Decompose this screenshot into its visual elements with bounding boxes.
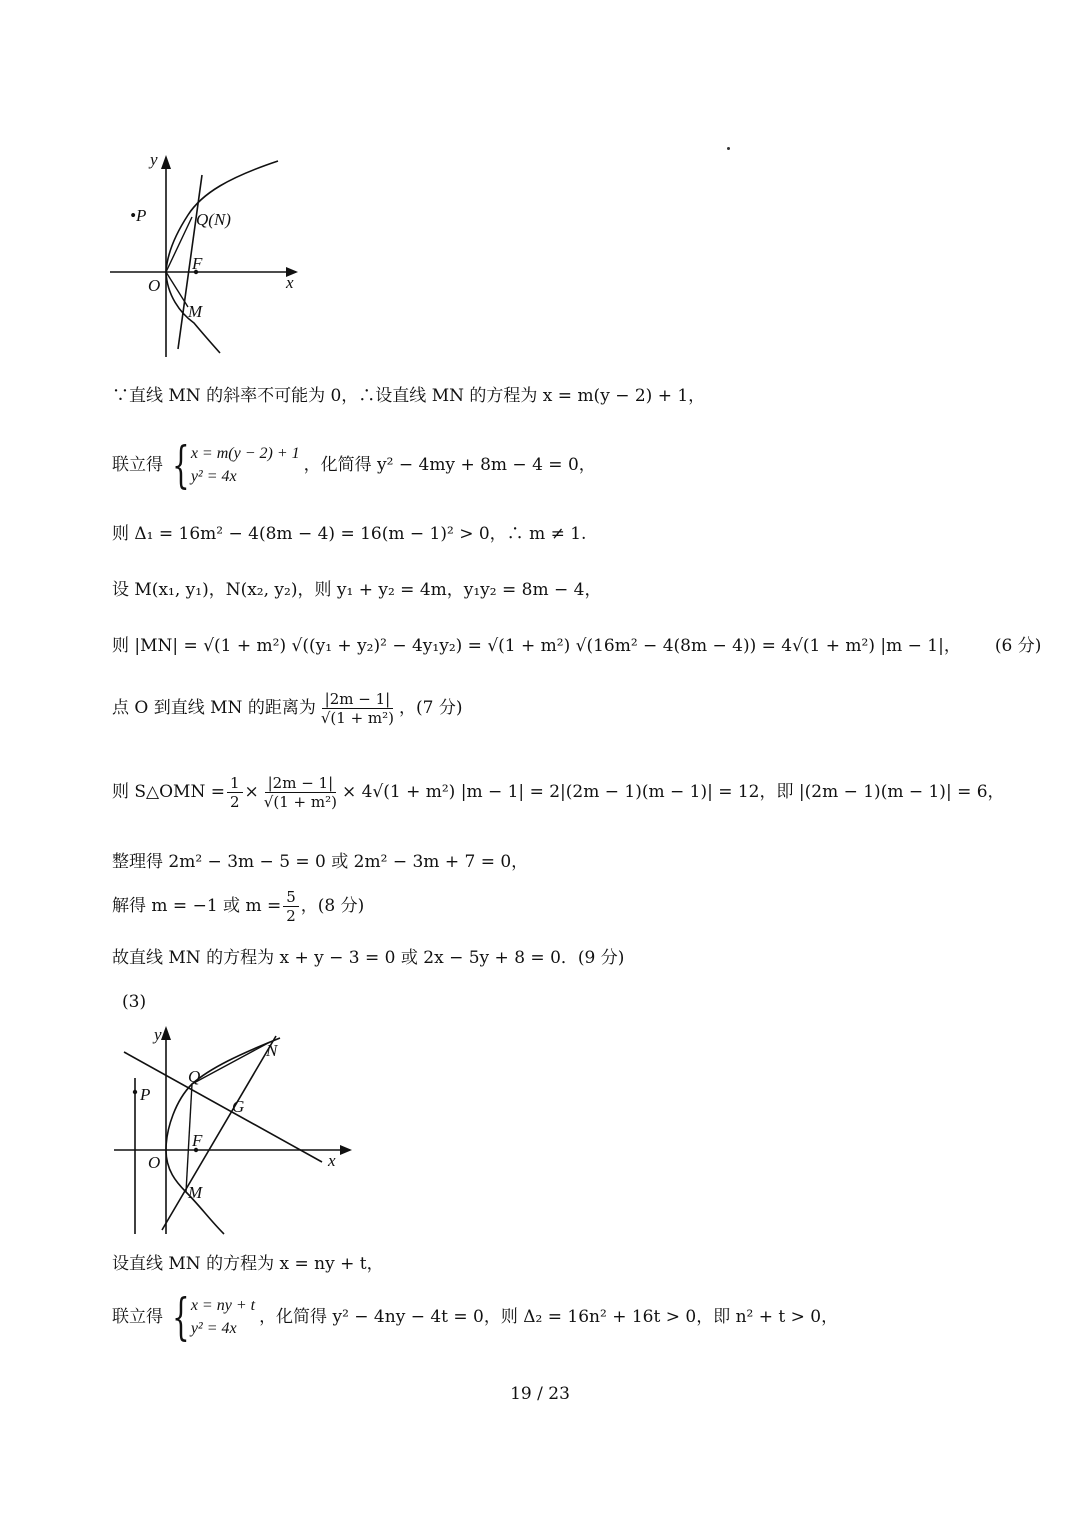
line-11 (112, 1254, 384, 1274)
line-12-prefix: 联立得 (112, 1306, 163, 1327)
score-6: (6 分) (994, 636, 1042, 656)
parabola-curve (166, 161, 278, 353)
area-fraction (261, 774, 340, 811)
y-axis-arrow-icon (161, 155, 171, 169)
brace-icon: { (172, 436, 190, 494)
line-8-text: 整理得 2m² − 3m − 5 = 0 或 2m² − 3m + 7 = 0， (112, 852, 529, 872)
stray-dot (727, 147, 730, 150)
y-axis-arrow-icon (161, 1026, 171, 1040)
system-1-row-a: x = m(y − 2) + 1 (190, 444, 300, 462)
figure-parabola-2 (100, 1020, 360, 1240)
label-m: M (188, 1183, 203, 1202)
label-g: G (232, 1097, 245, 1116)
line-7 (112, 774, 1005, 811)
line-12 (112, 1288, 839, 1346)
line-6 (112, 690, 462, 727)
line-qg (124, 1052, 322, 1162)
fraction-numerator: 1 (227, 774, 243, 793)
times-sign: × (244, 782, 259, 803)
line-6-suffix: ，(7 分) (399, 698, 463, 719)
line-3-text: 则 Δ₁ = 16m² − 4(8m − 4) = 16(m − 1)² > 0，∴ m ≠ 1. (112, 524, 587, 544)
line-5-text: 则 |MN| = √(1 + m²) √((y₁ + y₂)² − 4y₁y₂) = √(1 + m²) √(16m² − 4(8m − 4)) = 4√(1 + m²) |m − 1|， (112, 636, 961, 656)
line-7-prefix: 则 S△OMN = (112, 782, 225, 803)
label-p: P (140, 1085, 151, 1104)
label-f: F (192, 1131, 203, 1150)
fraction-denominator: 2 (230, 793, 240, 811)
label-p: •P (130, 206, 147, 225)
line-8 (112, 852, 528, 872)
segment-qn (192, 1042, 270, 1084)
segment-oq (166, 217, 192, 272)
line-2-suffix: ，化简得 y² − 4my + 8m − 4 = 0， (303, 454, 596, 475)
part-label (122, 992, 146, 1012)
brace-icon: { (172, 1288, 190, 1346)
label-y: y (150, 150, 158, 169)
system-2-row-b: y² = 4x (190, 1320, 237, 1337)
point-p (133, 1090, 137, 1094)
line-1 (112, 386, 705, 406)
equation-system-2 (165, 1288, 256, 1346)
label-qn: Q(N) (196, 210, 231, 229)
system-1-row-b: y² = 4x (190, 468, 237, 485)
line-2-prefix: 联立得 (112, 454, 163, 475)
line-11-text: 设直线 MN 的方程为 x = ny + t， (112, 1254, 384, 1274)
part-3-label: (3) (122, 992, 147, 1012)
line-3 (112, 524, 586, 544)
fraction-denominator: √(1 + m²) (263, 793, 337, 811)
line-5 (112, 636, 1041, 656)
line-2 (112, 436, 596, 494)
line-6-prefix: 点 O 到直线 MN 的距离为 (112, 698, 316, 719)
line-9 (112, 888, 364, 925)
line-4-text: 设 M(x₁, y₁)，N(x₂, y₂)，则 y₁ + y₂ = 4m，y₁y₂ = 8m − 4， (112, 580, 602, 600)
line-10 (112, 948, 624, 968)
fraction-denominator: √(1 + m²) (320, 709, 394, 727)
half-fraction (227, 774, 243, 811)
page-number: 19 / 23 (510, 1384, 570, 1404)
line-9-prefix: 解得 m = −1 或 m = (112, 896, 282, 917)
fraction-numerator: 5 (283, 888, 299, 907)
label-m: M (188, 302, 203, 321)
line-12-suffix: ，化简得 y² − 4ny − 4t = 0，则 Δ₂ = 16n² + 16t > 0，即 n² + t > 0， (259, 1306, 839, 1327)
fraction-numerator: |2m − 1| (265, 774, 337, 793)
line-4 (112, 580, 601, 600)
figure-parabola-1 (100, 145, 320, 365)
x-axis-arrow-icon (340, 1145, 352, 1155)
system-2-row-a: x = ny + t (190, 1296, 256, 1314)
label-o: O (148, 1153, 161, 1172)
line-1-text: ∵直线 MN 的斜率不可能为 0，∴设直线 MN 的方程为 x = m(y − 2) + 1， (112, 386, 706, 406)
line-7-suffix: × 4√(1 + m²) |m − 1| = 2|(2m − 1)(m − 1)| = 12，即 |(2m − 1)(m − 1)| = 6， (341, 782, 1005, 803)
label-f: F (192, 254, 203, 273)
label-x: x (328, 1151, 336, 1170)
line-10-text: 故直线 MN 的方程为 x + y − 3 = 0 或 2x − 5y + 8 = 0．(9 分) (112, 948, 625, 968)
distance-fraction (318, 690, 397, 727)
label-y: y (154, 1025, 162, 1044)
equation-system-1 (165, 436, 300, 494)
label-q: Q (188, 1067, 201, 1086)
fraction-denominator: 2 (286, 907, 296, 925)
label-n: N (266, 1041, 278, 1060)
line-9-suffix: ，(8 分) (300, 896, 365, 917)
label-x: x (286, 273, 294, 292)
five-halves-fraction (283, 888, 299, 925)
fraction-numerator: |2m − 1| (322, 690, 394, 709)
label-o: O (148, 276, 161, 295)
